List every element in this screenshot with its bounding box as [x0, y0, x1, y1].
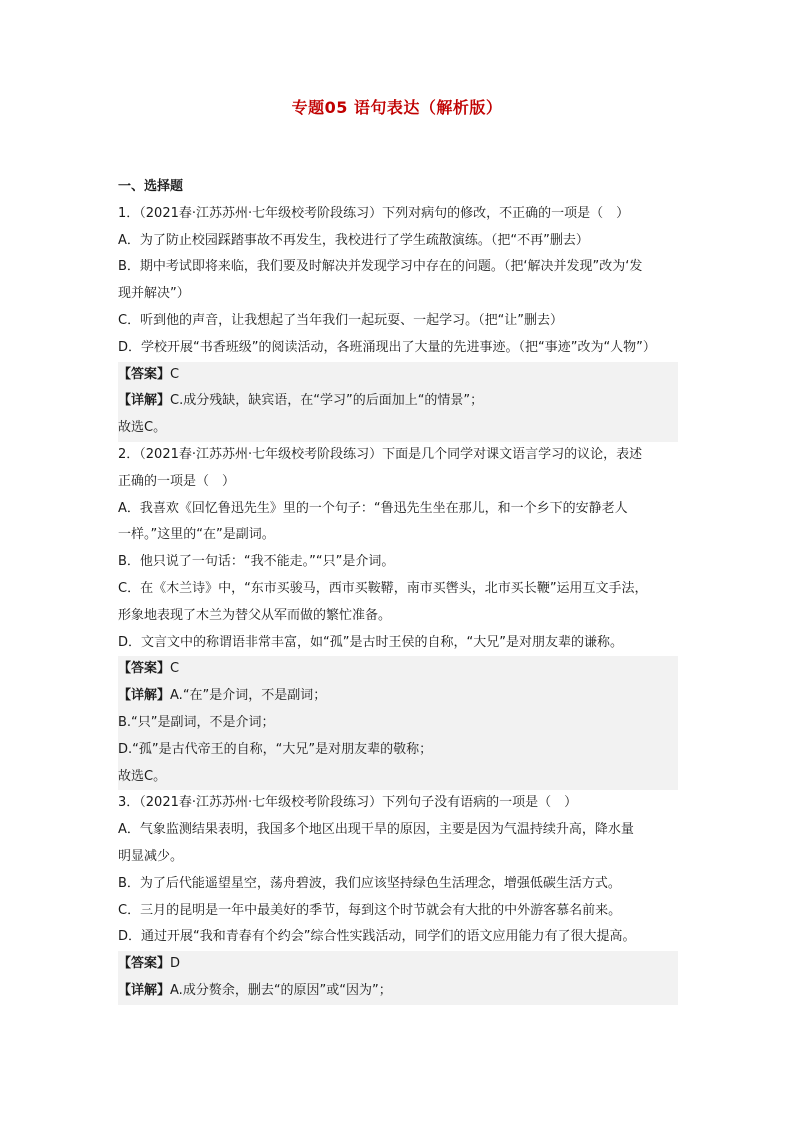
- q3-option-a-line2: 明显减少。: [118, 848, 184, 864]
- q2-answer: [118, 656, 678, 683]
- q1-detail: [118, 388, 678, 415]
- q3-option-b: B．为了后代能遥望星空，荡舟碧波，我们应该坚持绿色生活理念，增强低碳生活方式。: [118, 875, 621, 891]
- answer-tag: 【答案】: [118, 661, 171, 677]
- q1-stem: 1．（2021春·江苏苏州·七年级校考阶段练习）下列对病句的修改，不正确的一项是（ ）: [118, 205, 630, 221]
- q3-option-a-line1: A．气象监测结果表明，我国多个地区出现干旱的原因，主要是因为气温持续升高，降水量: [118, 822, 634, 838]
- answer-value: C: [170, 661, 180, 677]
- answer-value: C: [170, 366, 180, 382]
- q3-answer: [118, 951, 678, 978]
- detail-tag: 【详解】: [118, 688, 171, 704]
- q2-conclusion: 故选C。: [118, 764, 678, 791]
- detail-tag: 【详解】: [118, 982, 171, 998]
- page-title: 专题05 语句表达（解析版）: [291, 98, 503, 117]
- q1-option-c: C．听到他的声音，让我想起了当年我们一起玩耍、一起学习。（把“让”删去）: [118, 312, 564, 328]
- q1-option-b-line1: B．期中考试即将来临，我们要及时解决并发现学习中存在的问题。（把‘解决并发现”改为‘发: [118, 259, 643, 275]
- q2-detail-3: D.“孤”是古代帝王的自称，“大兄”是对朋友辈的敬称；: [118, 737, 678, 764]
- q3-option-d: D．通过开展“我和青春有个约会”综合性实践活动，同学们的语文应用能力有了很大提高。: [118, 929, 636, 945]
- q3-option-c: C．三月的昆明是一年中最美好的季节，每到这个时节就会有大批的中外游客慕名前来。: [118, 902, 622, 918]
- q1-option-a: A．为了防止校园踩踏事故不再发生，我校进行了学生疏散演练。（把“不再”删去）: [118, 232, 589, 248]
- answer-tag: 【答案】: [118, 366, 171, 382]
- q2-option-c-line1: C．在《木兰诗》中，“东市买骏马，西市买鞍鞯，南市买辔头，北市买长鞭”运用互文手法，: [118, 580, 648, 596]
- q2-option-a-line1: A．我喜欢《回忆鲁迅先生》里的一个句子：“鲁迅先生坐在那儿，和一个乡下的安静老人: [118, 500, 628, 516]
- answer-value: D: [170, 956, 181, 972]
- q1-conclusion: 故选C。: [118, 415, 678, 442]
- section-heading: 一、选择题: [118, 179, 184, 194]
- answer-tag: 【答案】: [118, 956, 171, 972]
- q2-stem-line1: 2．（2021春·江苏苏州·七年级校考阶段练习）下面是几个同学对课文语言学习的议论，表述: [118, 446, 643, 462]
- detail-tag: 【详解】: [118, 393, 171, 409]
- q2-stem-line2: 正确的一项是（ ）: [118, 473, 236, 489]
- document-body: [118, 174, 678, 1005]
- q2-detail-2: B.“只”是副词，不是介词；: [118, 710, 678, 737]
- q2-option-b: B．他只说了一句话：“我不能走。”“只”是介词。: [118, 554, 395, 570]
- q2-option-d: D．文言文中的称谓语非常丰富，如“孤”是古时王侯的自称，“大兄”是对朋友辈的谦称。: [118, 634, 623, 650]
- q3-detail: [118, 978, 678, 1005]
- detail-text: A.成分赘余，删去“的原因”或“因为”；: [170, 982, 392, 998]
- detail-text: A.“在”是介词，不是副词；: [170, 688, 327, 704]
- detail-text: C.成分残缺，缺宾语，在“学习”的后面加上“的情景”；: [170, 393, 484, 409]
- q2-option-c-line2: 形象地表现了木兰为替父从军而做的繁忙准备。: [118, 607, 392, 623]
- q1-option-b-line2: 现并解决”）: [118, 286, 190, 302]
- q2-option-a-line2: 一样。”这里的“在”是副词。: [118, 527, 275, 543]
- q2-detail-1: [118, 683, 678, 710]
- q1-answer: [118, 362, 678, 389]
- q1-option-d: D．学校开展“书香班级”的阅读活动，各班涌现出了大量的先进事迹。（把“事迹”改为“人物”）: [118, 339, 656, 355]
- q3-stem: 3．（2021春·江苏苏州·七年级校考阶段练习）下列句子没有语病的一项是（ ）: [118, 795, 578, 811]
